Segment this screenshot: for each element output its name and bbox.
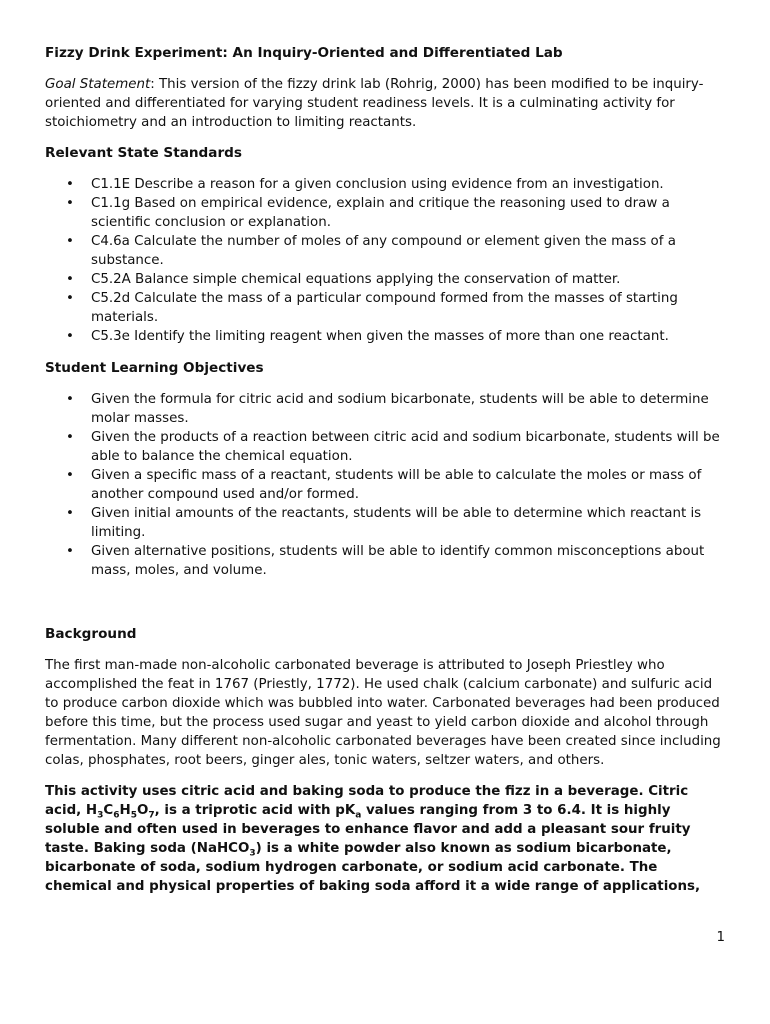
document-title: Fizzy Drink Experiment: An Inquiry-Oriented and Differentiated Lab bbox=[45, 45, 563, 61]
bold-text-2: , is a triprotic acid with pK bbox=[154, 803, 356, 818]
standard-item: • C5.2d Calculate the mass of a particular compound formed from the masses of starting materials. bbox=[91, 289, 725, 327]
objective-item: • Given a specific mass of a reactant, students will be able to calculate the moles or mass of another compound used and/or formed. bbox=[91, 466, 725, 504]
formula-part: O bbox=[136, 803, 149, 818]
bold-text-1: This activity uses citric acid and baking soda to produce the fizz in a beverage. Citric acid, bbox=[45, 784, 689, 818]
formula-part: NaHCO bbox=[196, 841, 250, 856]
objective-item: • Given alternative positions, students will be able to identify common misconceptions about mass, moles, and volume. bbox=[91, 542, 725, 580]
standards-list bbox=[45, 175, 725, 346]
section-spacer bbox=[45, 593, 725, 625]
formula-subscript: 7 bbox=[148, 810, 155, 821]
objective-item: • Given the products of a reaction between citric acid and sodium bicarbonate, students will be able to balance the chemical equation. bbox=[91, 428, 725, 466]
objectives-heading: Student Learning Objectives bbox=[45, 360, 264, 376]
citric-acid-formula bbox=[85, 803, 155, 821]
background-heading: Background bbox=[45, 626, 137, 642]
citric-acid-paragraph bbox=[45, 782, 725, 896]
document-page bbox=[45, 44, 725, 896]
bold-text-4: ) is a white powder also known as sodium bicarbonate, bicarbonate of soda, sodium hydrogen carbonate, or sodium acid carbonate. The chemical and physical properties of baking soda afford it a wide range of applications, bbox=[45, 841, 701, 894]
objective-item: • Given the formula for citric acid and sodium bicarbonate, students will be able to determine molar masses. bbox=[91, 390, 725, 428]
formula-subscript: 6 bbox=[113, 810, 120, 821]
page-number: 1 bbox=[716, 930, 725, 945]
formula-part: H bbox=[119, 803, 131, 818]
baking-soda-formula bbox=[196, 841, 256, 859]
standard-item: • C1.1g Based on empirical evidence, explain and critique the reasoning used to draw a scientific conclusion or explanation. bbox=[91, 194, 725, 232]
formula-subscript: 3 bbox=[97, 810, 104, 821]
standards-heading: Relevant State Standards bbox=[45, 145, 242, 161]
standard-item: • C5.2A Balance simple chemical equations applying the conservation of matter. bbox=[91, 270, 725, 289]
goal-statement bbox=[45, 75, 725, 132]
background-paragraph: The first man-made non-alcoholic carbonated beverage is attributed to Joseph Priestley who accomplished the feat in 1767 (Priestly, 1772). He used chalk (calcium carbonate) and sulfuric acid to produce carbon dioxide which was bubbled into water. Carbonated beverages had been produced before this time, but the process used sugar and yeast to yield carbon dioxide and alcohol through fermentation. Many different non-alcoholic carbonated beverages have been created since including colas, phosphates, root beers, ginger ales, tonic waters, seltzer waters, and others. bbox=[45, 658, 721, 768]
pka-subscript: a bbox=[355, 810, 362, 821]
goal-label: Goal Statement bbox=[45, 77, 151, 92]
formula-part: H bbox=[85, 803, 98, 818]
bold-text-3: values ranging from 3 to 6.4. It is highly soluble and often used in beverages to enhance flavor and add a pleasant sour fruity taste. Baking soda ( bbox=[45, 803, 691, 856]
standard-item: • C4.6a Calculate the number of moles of any compound or element given the mass of a substance. bbox=[91, 232, 725, 270]
formula-subscript: 3 bbox=[249, 848, 256, 859]
standard-item: • C1.1E Describe a reason for a given conclusion using evidence from an investigation. bbox=[91, 175, 725, 194]
formula-subscript: 5 bbox=[130, 810, 137, 821]
standard-item: • C5.3e Identify the limiting reagent when given the masses of more than one reactant. bbox=[91, 327, 725, 346]
objectives-list bbox=[45, 390, 725, 580]
goal-text: : This version of the fizzy drink lab (Rohrig, 2000) has been modified to be inquiry-oriented and differentiated for varying student readiness levels. It is a culminating activity for stoichiometry and an introduction to limiting reactants. bbox=[45, 77, 704, 130]
formula-part: C bbox=[103, 803, 114, 818]
objective-item: • Given initial amounts of the reactants, students will be able to determine which reactant is limiting. bbox=[91, 504, 725, 542]
